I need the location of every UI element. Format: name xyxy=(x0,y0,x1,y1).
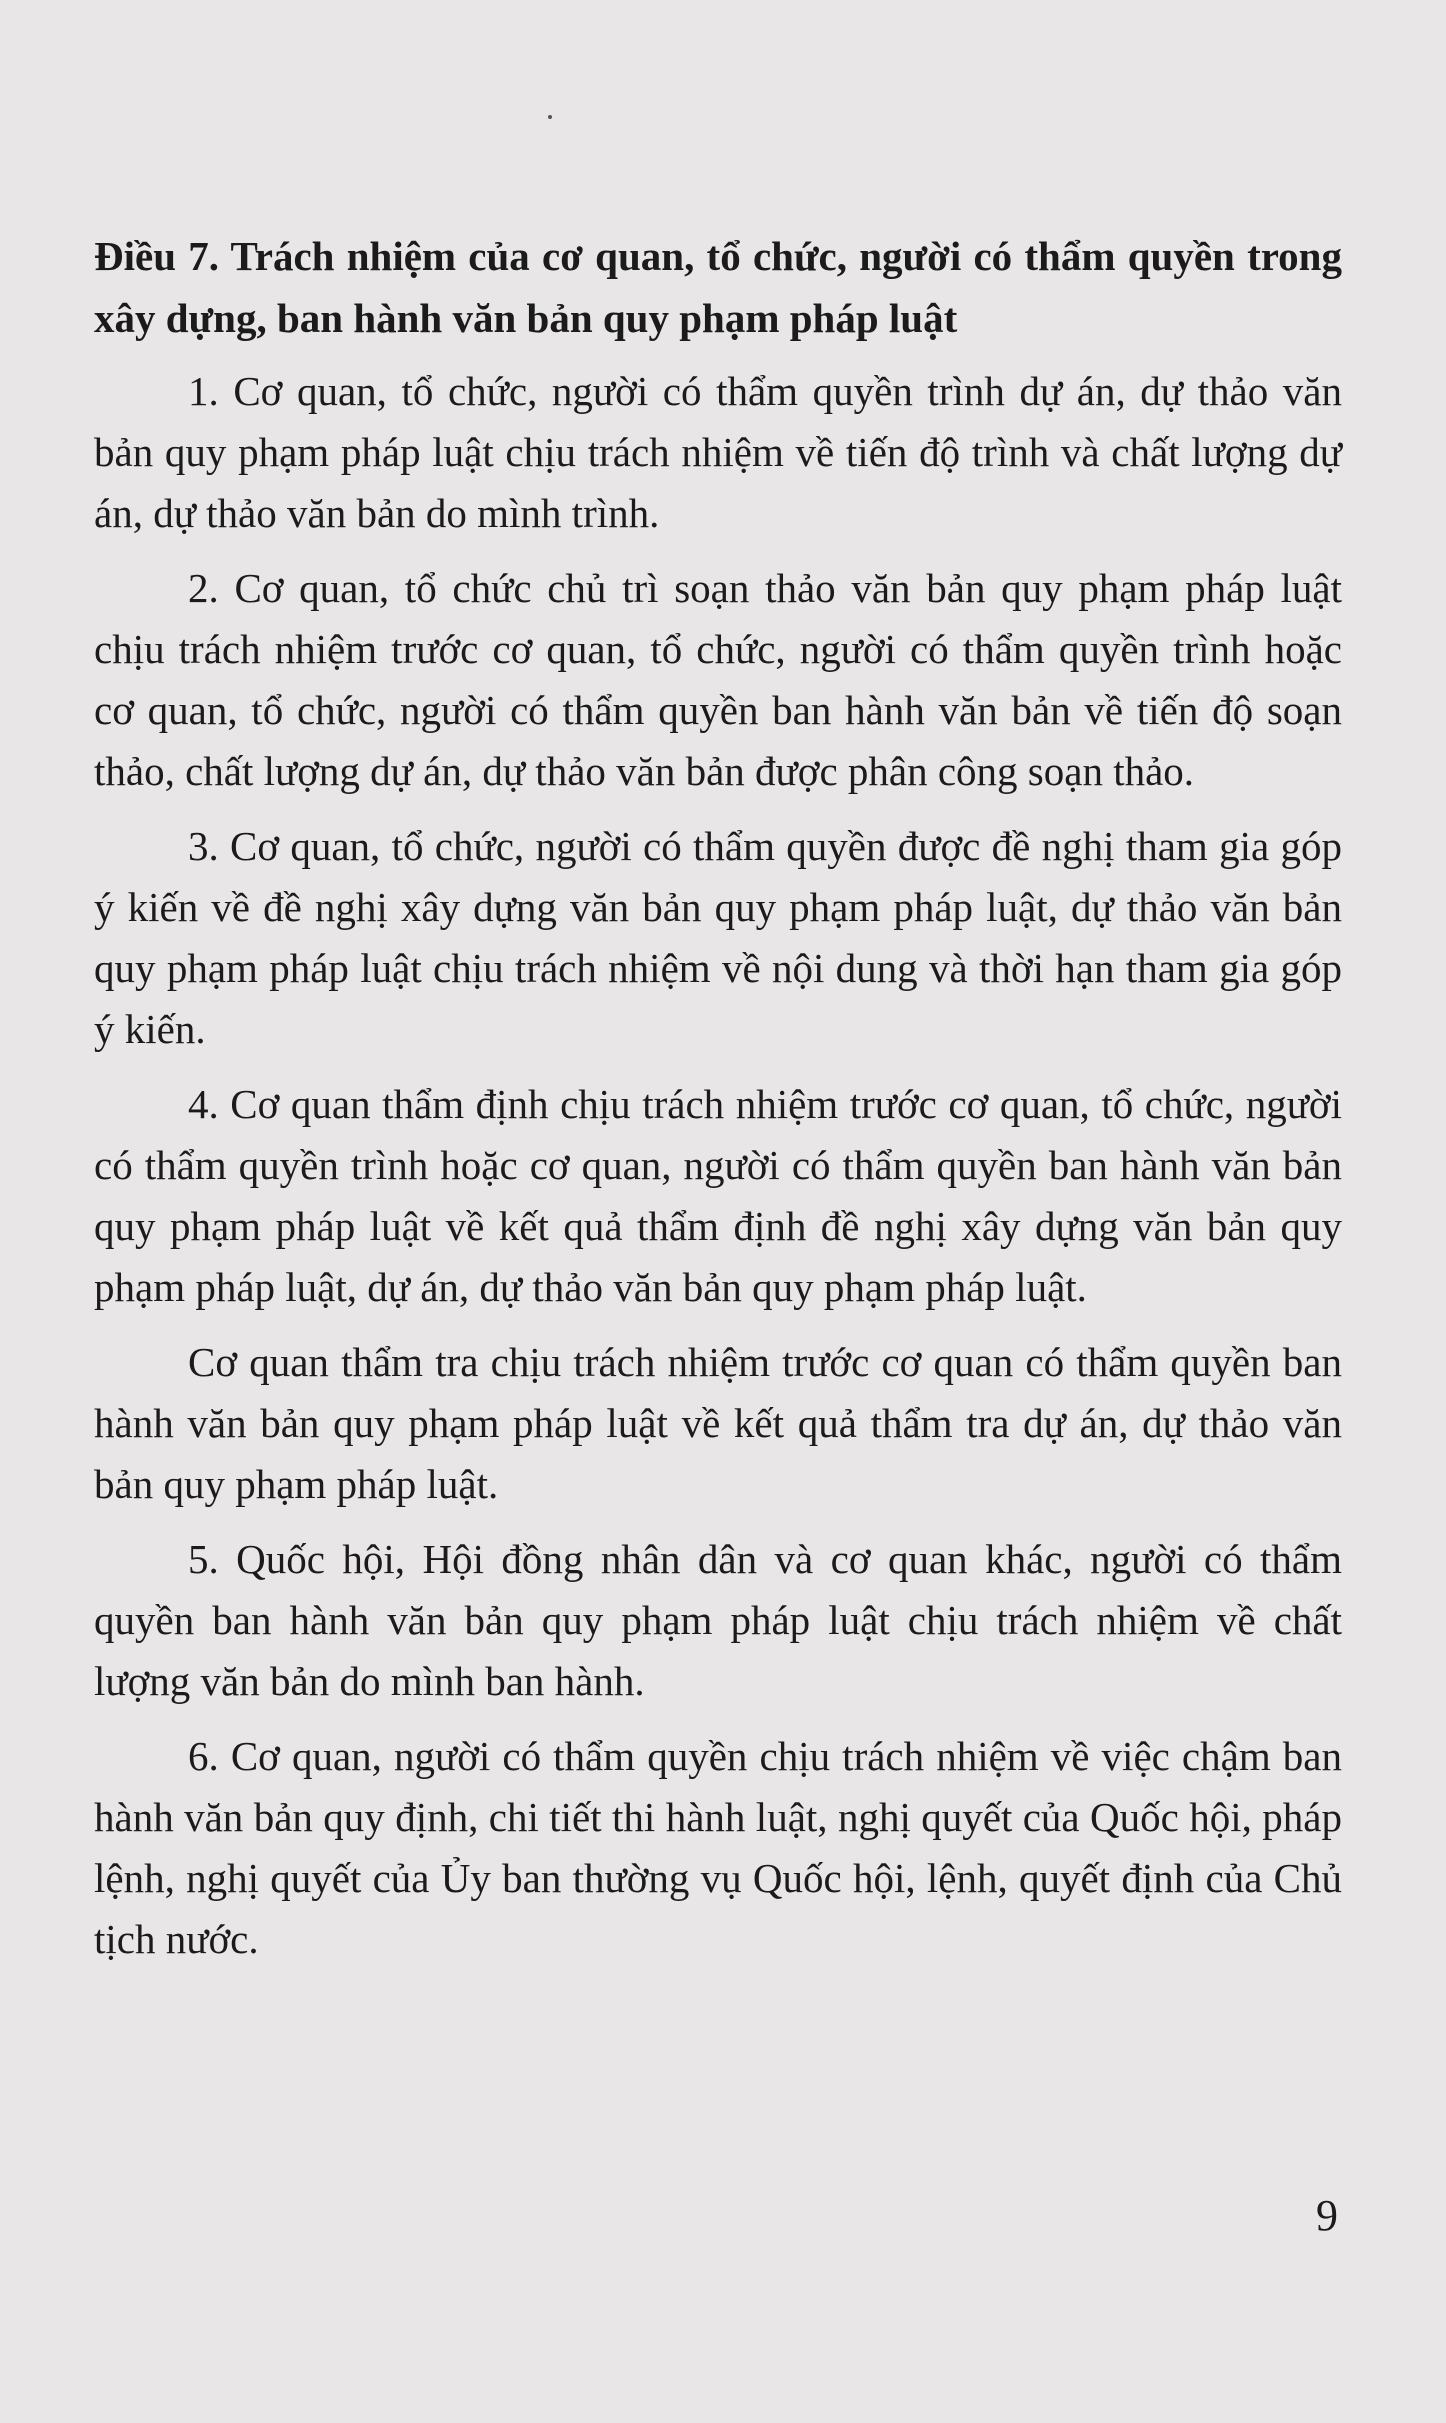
paragraph-3: 3. Cơ quan, tổ chức, người có thẩm quyền được đề nghị tham gia góp ý kiến về đề nghị xây dựng văn bản quy phạm pháp luật, dự thảo văn bản quy phạm pháp luật chịu trách nhiệm về nội dung và thời hạn tham gia góp ý kiến. xyxy=(94,823,1342,1052)
article-body xyxy=(94,225,1342,1984)
paragraph-4: 4. Cơ quan thẩm định chịu trách nhiệm trước cơ quan, tổ chức, người có thẩm quyền trình hoặc cơ quan, người có thẩm quyền ban hành văn bản quy phạm pháp luật về kết quả thẩm định đề nghị xây dựng văn bản quy phạm pháp luật, dự án, dự thảo văn bản quy phạm pháp luật. xyxy=(94,1081,1342,1310)
print-speck xyxy=(548,115,552,119)
paragraph-4-continued: Cơ quan thẩm tra chịu trách nhiệm trước cơ quan có thẩm quyền ban hành văn bản quy phạm pháp luật về kết quả thẩm tra dự án, dự thảo văn bản quy phạm pháp luật. xyxy=(94,1339,1342,1507)
paragraph-6: 6. Cơ quan, người có thẩm quyền chịu trách nhiệm về việc chậm ban hành văn bản quy định, chi tiết thi hành luật, nghị quyết của Quốc hội, pháp lệnh, nghị quyết của Ủy ban thường vụ Quốc hội, lệnh, quyết định của Chủ tịch nước. xyxy=(94,1733,1342,1962)
paragraph-2: 2. Cơ quan, tổ chức chủ trì soạn thảo văn bản quy phạm pháp luật chịu trách nhiệm trước cơ quan, tổ chức, người có thẩm quyền trình hoặc cơ quan, tổ chức, người có thẩm quyền ban hành văn bản về tiến độ soạn thảo, chất lượng dự án, dự thảo văn bản được phân công soạn thảo. xyxy=(94,565,1342,794)
paragraph-5: 5. Quốc hội, Hội đồng nhân dân và cơ quan khác, người có thẩm quyền ban hành văn bản quy phạm pháp luật chịu trách nhiệm về chất lượng văn bản do mình ban hành. xyxy=(94,1536,1342,1704)
paragraph-1: 1. Cơ quan, tổ chức, người có thẩm quyền trình dự án, dự thảo văn bản quy phạm pháp luật chịu trách nhiệm về tiến độ trình và chất lượng dự án, dự thảo văn bản do mình trình. xyxy=(94,368,1342,536)
page-number: 9 xyxy=(1316,2191,1338,2240)
article-heading: Điều 7. Trách nhiệm của cơ quan, tổ chức, người có thẩm quyền trong xây dựng, ban hành văn bản quy phạm pháp luật xyxy=(94,233,1342,341)
